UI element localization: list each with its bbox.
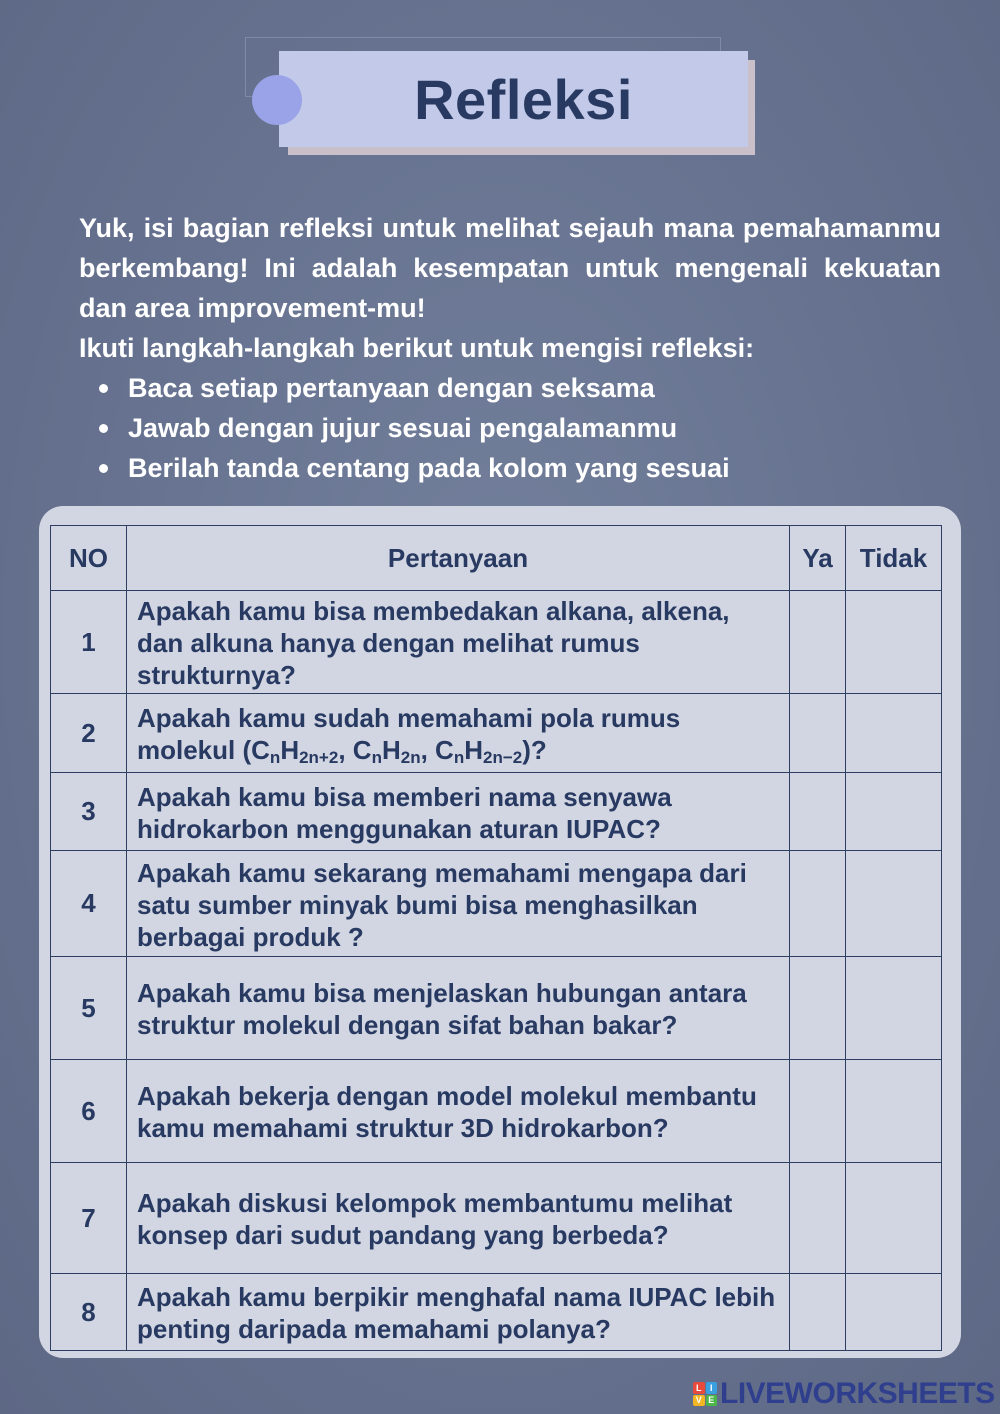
logo-letter: I <box>706 1382 718 1394</box>
row-question: Apakah bekerja dengan model molekul membantu kamu memahami struktur 3D hidrokarbon? <box>127 1060 790 1163</box>
logo-letter: V <box>693 1395 705 1407</box>
yes-checkbox-cell[interactable] <box>790 694 846 773</box>
no-checkbox-cell[interactable] <box>846 1274 942 1351</box>
table-row <box>51 1163 942 1274</box>
row-question: Apakah kamu bisa menjelaskan hubungan antara struktur molekul dengan sifat bahan bakar? <box>127 957 790 1060</box>
header-no: NO <box>51 526 127 591</box>
reflection-table <box>50 525 942 1351</box>
table-row <box>51 773 942 851</box>
yes-checkbox-cell[interactable] <box>790 1274 846 1351</box>
live-logo-icon <box>693 1382 717 1406</box>
table-row <box>51 851 942 957</box>
table-row <box>51 1274 942 1351</box>
page-title: Refleksi <box>414 67 633 131</box>
intro-paragraph: Yuk, isi bagian refleksi untuk melihat sejauh mana pemahamanmu berkembang! Ini adalah kesempatan untuk mengenali kekuatan dan area improvement-mu! <box>79 213 941 323</box>
table-row <box>51 591 942 694</box>
row-question: Apakah kamu sekarang memahami mengapa dari satu sumber minyak bumi bisa menghasilkan berbagai produk ? <box>127 851 790 957</box>
row-question: Apakah diskusi kelompok membantumu melihat konsep dari sudut pandang yang berbeda? <box>127 1163 790 1274</box>
yes-checkbox-cell[interactable] <box>790 851 846 957</box>
title-card <box>279 51 748 147</box>
row-number: 8 <box>51 1274 127 1351</box>
step-item: Baca setiap pertanyaan dengan seksama <box>128 368 941 408</box>
header-yes: Ya <box>790 526 846 591</box>
row-question: Apakah kamu berpikir menghafal nama IUPAC lebih penting daripada memahami polanya? <box>127 1274 790 1351</box>
no-checkbox-cell[interactable] <box>846 773 942 851</box>
yes-checkbox-cell[interactable] <box>790 957 846 1060</box>
logo-letter: L <box>693 1382 705 1394</box>
no-checkbox-cell[interactable] <box>846 1163 942 1274</box>
row-number: 2 <box>51 694 127 773</box>
no-checkbox-cell[interactable] <box>846 957 942 1060</box>
table-row <box>51 957 942 1060</box>
instruction-steps <box>79 368 941 488</box>
instructions-heading: Ikuti langkah-langkah berikut untuk mengisi refleksi: <box>79 333 755 363</box>
no-checkbox-cell[interactable] <box>846 694 942 773</box>
brand-name: LIVEWORKSHEETS <box>720 1377 995 1410</box>
yes-checkbox-cell[interactable] <box>790 591 846 694</box>
table-row <box>51 694 942 773</box>
row-question: Apakah kamu bisa membedakan alkana, alkena, dan alkuna hanya dengan melihat rumus strukturnya? <box>127 591 790 694</box>
row-number: 1 <box>51 591 127 694</box>
intro-text <box>79 208 941 488</box>
no-checkbox-cell[interactable] <box>846 1060 942 1163</box>
logo-letter: E <box>706 1395 718 1407</box>
title-dot-decoration <box>252 75 302 125</box>
yes-checkbox-cell[interactable] <box>790 773 846 851</box>
row-number: 6 <box>51 1060 127 1163</box>
row-number: 4 <box>51 851 127 957</box>
no-checkbox-cell[interactable] <box>846 851 942 957</box>
question-prefix: Apakah kamu sudah memahami pola rumus molekul ( <box>137 703 681 765</box>
row-number: 7 <box>51 1163 127 1274</box>
question-suffix: )? <box>522 735 547 765</box>
row-number: 3 <box>51 773 127 851</box>
row-question: Apakah kamu bisa memberi nama senyawa hidrokarbon menggunakan aturan IUPAC? <box>127 773 790 851</box>
row-number: 5 <box>51 957 127 1060</box>
table-row <box>51 1060 942 1163</box>
header-no-answer: Tidak <box>846 526 942 591</box>
yes-checkbox-cell[interactable] <box>790 1163 846 1274</box>
step-item: Jawab dengan jujur sesuai pengalamanmu <box>128 408 941 448</box>
table-header-row <box>51 526 942 591</box>
header-question: Pertanyaan <box>127 526 790 591</box>
step-item: Berilah tanda centang pada kolom yang sesuai <box>128 448 941 488</box>
liveworksheets-logo <box>693 1377 995 1411</box>
no-checkbox-cell[interactable] <box>846 591 942 694</box>
row-question: Apakah kamu sudah memahami pola rumus molekul ($C_nH_{2n+2}$, $C_nH_{2n}$, $C_nH_{2n-2}$)? <box>127 694 790 773</box>
yes-checkbox-cell[interactable] <box>790 1060 846 1163</box>
